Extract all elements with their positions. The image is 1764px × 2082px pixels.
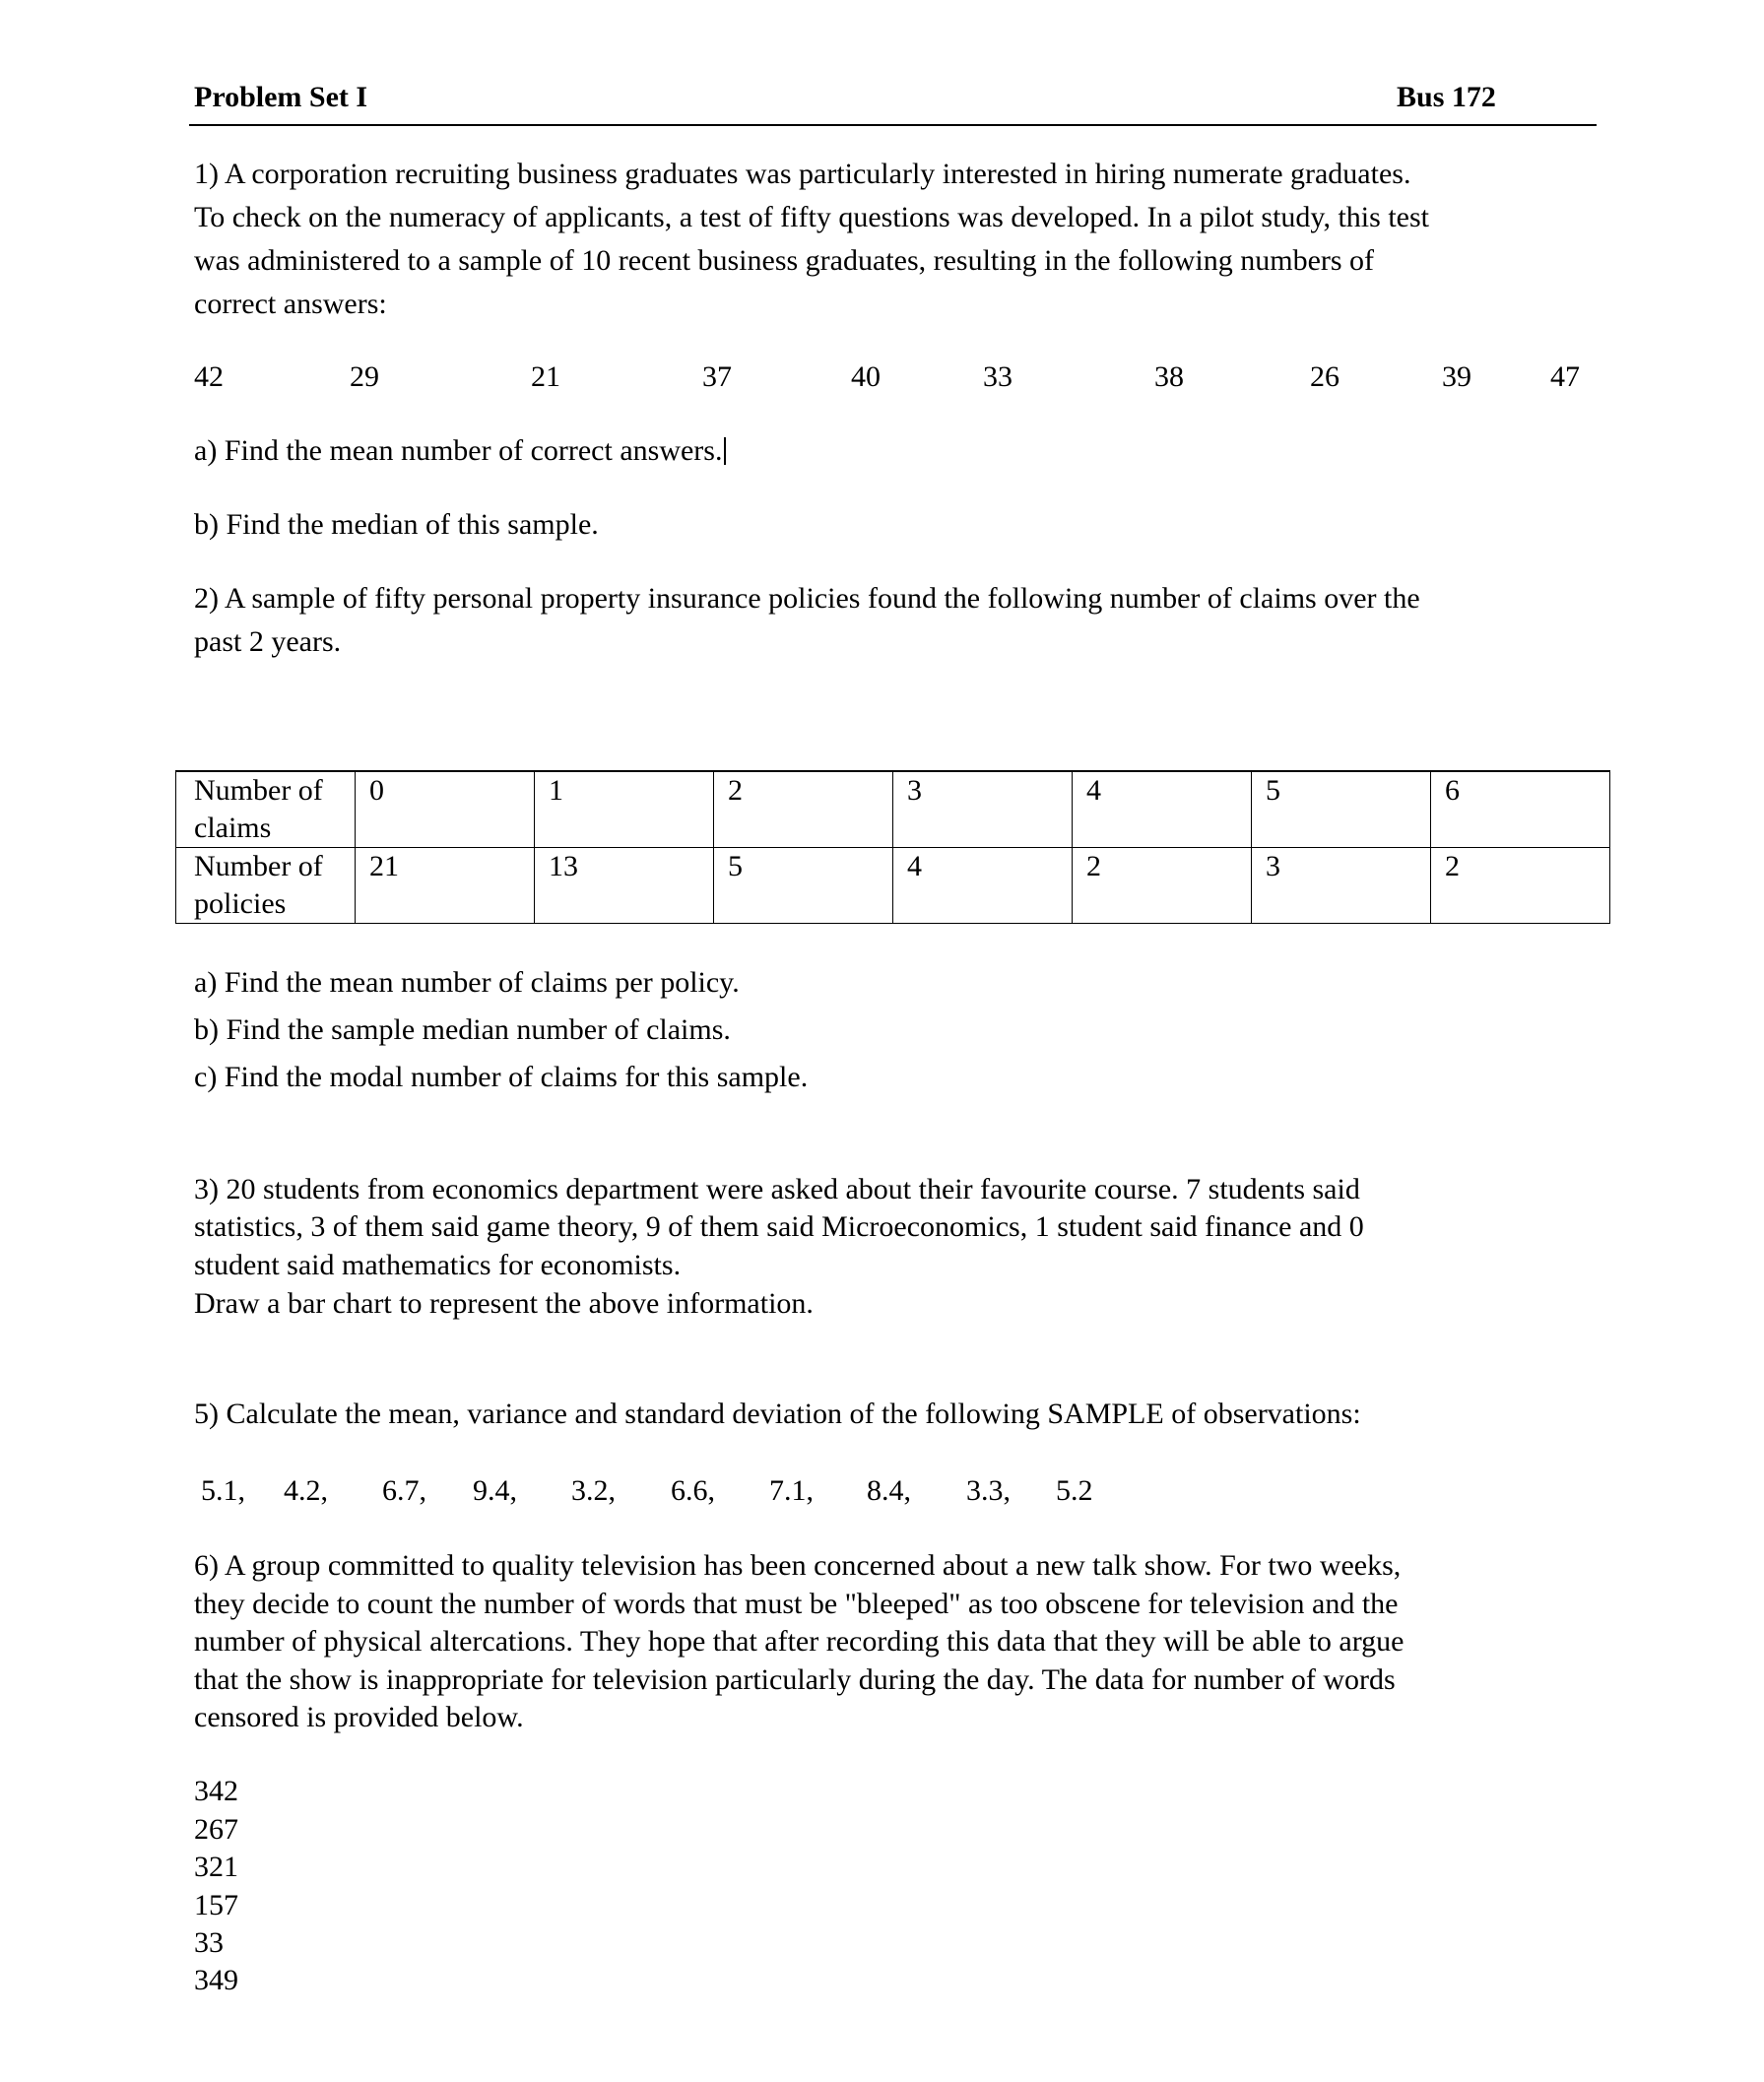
q5-value: 9.4, — [473, 1474, 517, 1507]
q6-line-4: that the show is inappropriate for television particularly during the day. The data for number of words — [194, 1663, 1396, 1696]
page-title: Problem Set I — [194, 81, 368, 113]
q6-line-1: 6) A group committed to quality television has been concerned about a new talk show. For two weeks, — [194, 1549, 1402, 1582]
q5-line: 5) Calculate the mean, variance and standard deviation of the following SAMPLE of observations: — [194, 1398, 1361, 1430]
q1-part-a — [194, 433, 726, 469]
q1-part-b: b) Find the median of this sample. — [194, 508, 599, 541]
table-row-policies — [176, 848, 1610, 924]
table-cell: 21 — [356, 848, 535, 924]
table-cell: 2 — [714, 771, 893, 848]
table-cell: 0 — [356, 771, 535, 848]
table-cell: 1 — [535, 771, 714, 848]
q5-value: 8.4, — [867, 1474, 911, 1507]
q1-value: 38 — [1154, 360, 1184, 393]
q3-line-4: Draw a bar chart to represent the above information. — [194, 1287, 814, 1320]
q1-part-a-text: a) Find the mean number of correct answers. — [194, 434, 723, 467]
q1-value: 29 — [350, 360, 379, 393]
q3-line-1: 3) 20 students from economics department were asked about their favourite course. 7 students said — [194, 1173, 1360, 1205]
row-header-policies: Number of policies — [176, 848, 356, 924]
q1-value: 33 — [983, 360, 1013, 393]
q5-value: 5.2 — [1056, 1474, 1093, 1507]
table-cell: 3 — [893, 771, 1073, 848]
q5-value: 6.7, — [382, 1474, 426, 1507]
q1-line-2: To check on the numeracy of applicants, a test of fifty questions was developed. In a pilot study, this test — [194, 201, 1429, 233]
table-row-claims — [176, 771, 1610, 848]
q1-line-4: correct answers: — [194, 288, 387, 320]
table-cell: 5 — [1252, 771, 1431, 848]
q6-value: 349 — [194, 1964, 238, 1996]
q2-part-c: c) Find the modal number of claims for this sample. — [194, 1061, 809, 1093]
q6-value: 321 — [194, 1851, 238, 1883]
q1-value: 47 — [1550, 360, 1580, 393]
q3-line-2: statistics, 3 of them said game theory, 9 of them said Microeconomics, 1 student said finance and 0 — [194, 1210, 1364, 1243]
claims-table — [175, 770, 1610, 924]
q1-value: 39 — [1442, 360, 1471, 393]
q1-line-1: 1) A corporation recruiting business graduates was particularly interested in hiring numerate graduates. — [194, 158, 1411, 190]
q5-value: 3.2, — [571, 1474, 616, 1507]
row-header-claims: Number of claims — [176, 771, 356, 848]
table-cell: 5 — [714, 848, 893, 924]
q1-value: 37 — [702, 360, 732, 393]
course-code: Bus 172 — [1397, 81, 1496, 113]
table-cell: 4 — [893, 848, 1073, 924]
table-cell: 13 — [535, 848, 714, 924]
q5-value: 5.1, — [201, 1474, 245, 1507]
q1-value: 42 — [194, 360, 224, 393]
q5-value: 4.2, — [284, 1474, 328, 1507]
q6-line-2: they decide to count the number of words that must be "bleeped" as too obscene for television and the — [194, 1588, 1399, 1620]
table-cell: 3 — [1252, 848, 1431, 924]
header-divider — [189, 124, 1597, 126]
q5-value: 6.6, — [671, 1474, 715, 1507]
q1-value: 26 — [1310, 360, 1339, 393]
text-cursor — [724, 437, 726, 465]
q6-value: 342 — [194, 1775, 238, 1807]
q2-line-1: 2) A sample of fifty personal property insurance policies found the following number of claims over the — [194, 582, 1420, 615]
q1-value: 40 — [851, 360, 881, 393]
q1-value: 21 — [531, 360, 560, 393]
q5-value: 3.3, — [966, 1474, 1011, 1507]
table-cell: 4 — [1073, 771, 1252, 848]
q6-value: 267 — [194, 1813, 238, 1846]
q2-part-b: b) Find the sample median number of claims. — [194, 1013, 731, 1046]
q1-line-3: was administered to a sample of 10 recent business graduates, resulting in the following numbers of — [194, 244, 1375, 277]
q3-line-3: student said mathematics for economists. — [194, 1249, 682, 1281]
q5-value: 7.1, — [769, 1474, 814, 1507]
q6-value: 33 — [194, 1926, 224, 1959]
q2-part-a: a) Find the mean number of claims per policy. — [194, 966, 740, 999]
q6-line-5: censored is provided below. — [194, 1701, 524, 1733]
table-cell: 2 — [1073, 848, 1252, 924]
q6-line-3: number of physical altercations. They hope that after recording this data that they will be able to argue — [194, 1625, 1405, 1658]
table-cell: 2 — [1431, 848, 1610, 924]
q2-line-2: past 2 years. — [194, 625, 342, 658]
q6-value: 157 — [194, 1889, 238, 1921]
table-cell: 6 — [1431, 771, 1610, 848]
